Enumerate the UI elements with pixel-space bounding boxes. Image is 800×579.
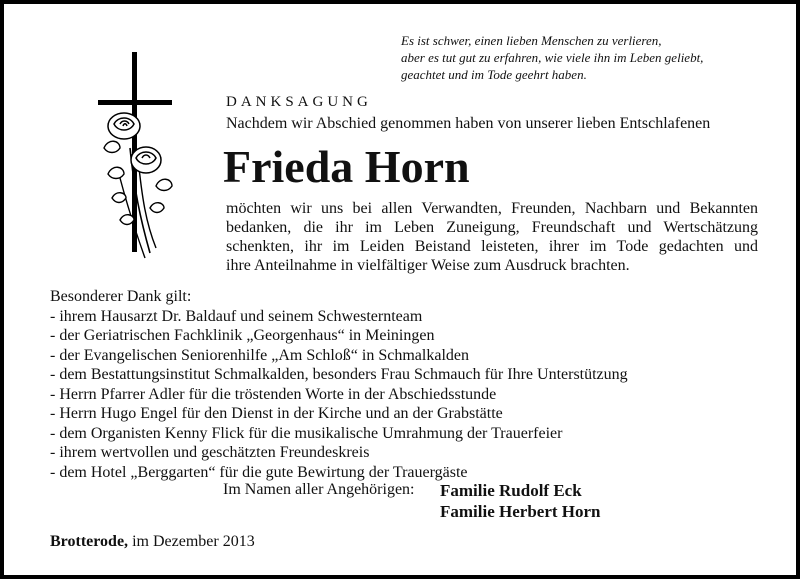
thanks-line: bedanken, die ihr im Leben Zuneigung, Freundschaft und Wertschätzung: [226, 219, 758, 236]
thanks-line: möchten wir uns bei allen Verwandten, Freunden, Nachbarn und Bekannten: [226, 200, 758, 217]
quote-line: geachtet und im Tode geehrt haben.: [401, 67, 587, 82]
thanks-line: ihre Anteilnahme in vielfältiger Weise zum Ausdruck brachten.: [226, 257, 630, 274]
intro-text: Nachdem wir Abschied genommen haben von unserer lieben Entschlafenen: [226, 115, 711, 132]
footer-place: Brotterode,: [50, 533, 129, 550]
heading: DANKSAGUNG: [226, 94, 372, 110]
family-name: Familie Rudolf Eck: [440, 481, 582, 500]
deceased-name: Frieda Horn: [223, 141, 470, 192]
list-item: - ihrem Hausarzt Dr. Baldauf und seinem Schwesternteam: [50, 307, 423, 325]
list-item: - der Geriatrischen Fachklinik „Georgenhaus“ in Meiningen: [50, 327, 435, 344]
list-item: - ihrem wertvollen und geschätzten Freundeskreis: [50, 444, 370, 461]
footer-date: im Dezember 2013: [132, 533, 255, 550]
thanks-paragraph: [226, 199, 758, 275]
quote: [401, 32, 781, 83]
special-thanks: [50, 287, 628, 482]
list-item: - dem Hotel „Berggarten“ für die gute Bewirtung der Trauergäste: [50, 463, 468, 481]
cross-with-roses-icon: [90, 48, 180, 268]
thanks-line: schenkten, ihr im Leiden Beistand leisteten, ihrer im Tode gedachten und: [226, 238, 758, 255]
list-item: - dem Organisten Kenny Flick für die musikalische Umrahmung der Trauerfeier: [50, 424, 563, 442]
list-item: - der Evangelischen Seniorenhilfe „Am Schloß“ in Schmalkalden: [50, 346, 469, 364]
list-item: - dem Bestattungsinstitut Schmalkalden, besonders Frau Schmauch für Ihre Unterstützung: [50, 366, 628, 383]
list-item: - Herrn Pfarrer Adler für die tröstenden Worte in der Abschiedsstunde: [50, 385, 497, 403]
quote-line: aber es tut gut zu erfahren, wie viele ihn im Leben geliebt,: [401, 50, 704, 65]
quote-line: Es ist schwer, einen lieben Menschen zu verlieren,: [401, 33, 662, 48]
family-name: Familie Herbert Horn: [440, 502, 601, 521]
special-thanks-title: Besonderer Dank gilt:: [50, 288, 192, 305]
footer: [50, 533, 255, 551]
family-label: Im Namen aller Angehörigen:: [223, 481, 415, 498]
list-item: - Herrn Hugo Engel für den Dienst in der Kirche und an der Grabstätte: [50, 405, 503, 422]
family-names: [440, 480, 601, 522]
